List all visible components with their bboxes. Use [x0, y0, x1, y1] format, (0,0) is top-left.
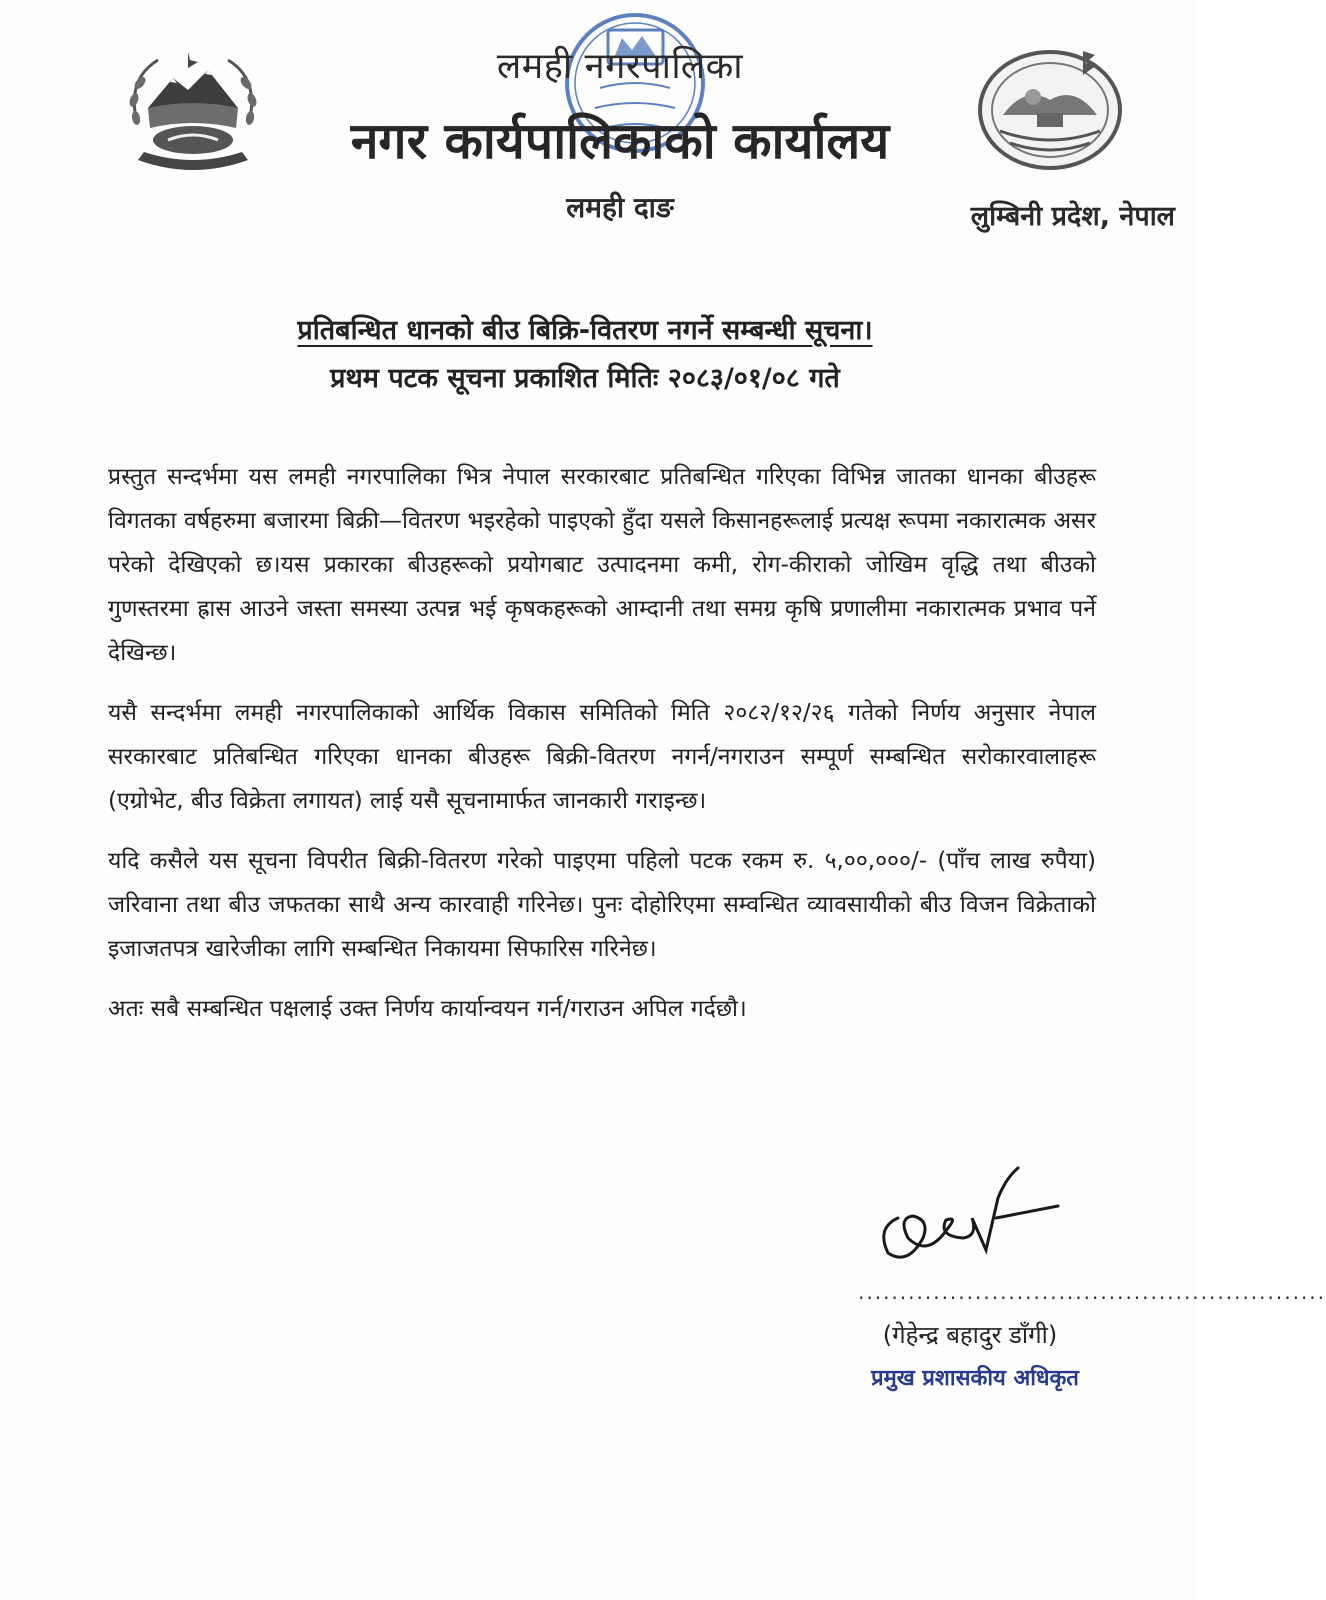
signature-icon: [868, 1158, 1068, 1268]
nepal-emblem-icon: [118, 48, 268, 183]
notice-subject-text: प्रतिबन्धित धानको बीउ बिक्रि-वितरण नगर्ने सम्बन्धी सूचना।: [297, 315, 873, 346]
municipality-name: लमही नगरपालिका: [496, 46, 744, 87]
office-location: लमही दाङ: [566, 191, 674, 224]
notice-body: [108, 455, 1096, 1047]
municipality-logo-icon: [975, 45, 1125, 170]
publication-date: प्रथम पटक सूचना प्रकाशित मितिः २०८३/०१/०८ गते: [330, 363, 840, 394]
notice-subject: [150, 310, 1020, 347]
province-label: लुम्बिनी प्रदेश, नेपाल: [970, 201, 1175, 232]
signatory-designation: प्रमुख प्रशासकीय अधिकृत: [871, 1366, 1079, 1391]
paragraph-decision: यसै सन्दर्भमा लमही नगरपालिकाको आर्थिक विकास समितिको मिति २०८२/१२/२६ गतेको निर्णय अनुसार नेपाल सरकारबाट प्रतिबन्धित गरिएका धानका बीउहरू बिक्री-वितरण नगर्न/नगराउन सम्पूर्ण सम्बन्धित सरोकारवालाहरू (एग्रोभेट, बीउ विक्रेता लगायत) लाई यसै सूचनामार्फत जानकारी गराइन्छ।: [108, 700, 1096, 814]
paragraph-appeal: अतः सबै सम्बन्धित पक्षलाई उक्त निर्णय कार्यान्वयन गर्न/गराउन अपिल गर्दछौ।: [108, 996, 747, 1022]
office-title: नगर कार्यपालिकाको कार्यालय: [350, 112, 890, 170]
signature-line: ........................................................: [858, 1280, 1326, 1304]
paragraph-context: प्रस्तुत सन्दर्भमा यस लमही नगरपालिका भित्र नेपाल सरकारबाट प्रतिबन्धित गरिएका विभिन्न जातका धानका बीउहरू विगतका वर्षहरुमा बजारमा बिक्री—वितरण भइरहेको पाइएको हुँदा यसले किसानहरूलाई प्रत्यक्ष रूपमा नकारात्मक असर परेको देखिएको छ।यस प्रकारका बीउहरूको प्रयोगबाट उत्पादनमा कमी, रोग-कीराको जोखिम वृद्धि तथा बीउको गुणस्तरमा ह्रास आउने जस्ता समस्या उत्पन्न भई कृषकहरूको आम्दानी तथा समग्र कृषि प्रणालीमा नकारात्मक प्रभाव पर्ने देखिन्छ।: [108, 464, 1096, 666]
signatory-name: (गेहेन्द्र बहादुर डाँगी): [882, 1321, 1058, 1349]
paragraph-penalty: यदि कसैले यस सूचना विपरीत बिक्री-वितरण गरेको पाइएमा पहिलो पटक रकम रु. ५,००,०००/- (पाँच लाख रुपैया) जरिवाना तथा बीउ जफतका साथै अन्य कारवाही गरिनेछ। पुनः दोहोरिएमा सम्वन्धित व्यावसायीको बीउ विजन विक्रेताको इजाजतपत्र खारेजीका लागि सम्बन्धित निकायमा सिफारिस गरिनेछ।: [108, 848, 1096, 962]
